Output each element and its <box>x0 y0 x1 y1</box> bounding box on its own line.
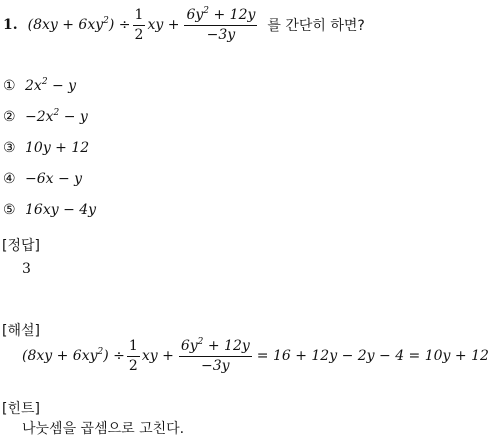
option-text: $2x^2 - y$ <box>25 76 77 94</box>
option-2[interactable] <box>3 101 96 132</box>
solution-expression <box>22 339 489 373</box>
option-mark: ① <box>3 77 16 94</box>
fraction-second: $\frac{6y^2 + 12y}{-3y}$ <box>186 6 256 43</box>
option-list <box>3 70 96 225</box>
solution-expr-middle: xy + <box>141 348 174 365</box>
option-mark: ⑤ <box>3 201 16 218</box>
solution-fraction-one-half: $\frac{1}{2}$ <box>128 338 138 374</box>
solution-result: = 16 + 12y − 2y − 4 = 10y + 12 <box>256 348 489 365</box>
question-number: 1. <box>3 17 18 34</box>
hint-text: 나눗셈을 곱셈으로 고친다. <box>22 421 185 437</box>
answer-heading: [정답] <box>2 238 40 254</box>
answer-value: 3 <box>22 261 31 277</box>
expr-left: $(8xy + 6xy^2)$ ÷ <box>27 16 131 34</box>
expr-middle: xy + <box>147 17 180 34</box>
option-mark: ④ <box>3 170 16 187</box>
question-expression <box>28 8 260 42</box>
option-text: 16xy − 4y <box>25 201 97 218</box>
question-line <box>3 8 365 42</box>
option-1[interactable] <box>3 70 96 101</box>
option-4[interactable] <box>3 163 96 194</box>
option-mark: ② <box>3 108 16 125</box>
option-3[interactable] <box>3 132 96 163</box>
option-mark: ③ <box>3 139 16 156</box>
fraction-one-half: $\frac{1}{2}$ <box>134 7 144 43</box>
solution-fraction-second: $\frac{6y^2 + 12y}{-3y}$ <box>180 337 250 374</box>
option-text: −6x − y <box>25 170 83 187</box>
option-text: 10y + 12 <box>25 139 90 156</box>
solution-heading: [해설] <box>2 323 40 339</box>
question-prompt: 를 간단히 하면? <box>267 18 365 35</box>
option-text: $-2x^2 - y$ <box>25 107 88 125</box>
hint-heading: [힌트] <box>2 401 40 417</box>
solution-expr-left: $(8xy + 6xy^2)$ ÷ <box>22 347 125 365</box>
option-5[interactable] <box>3 194 96 225</box>
